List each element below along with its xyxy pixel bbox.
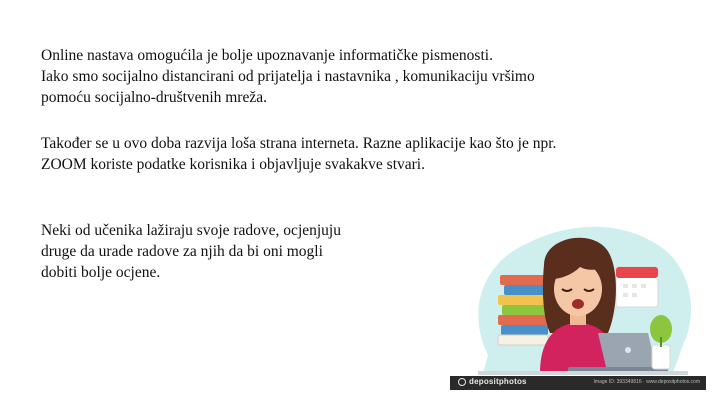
text-line: ZOOM koriste podatke korisnika i objavljuje svakakve stvari. (41, 156, 425, 173)
paragraph-internet-downside (41, 133, 556, 175)
paragraph-cheating-students (41, 220, 341, 283)
text-line: dobiti bolje ocjene. (41, 264, 161, 281)
mouth (572, 299, 584, 309)
text-line: Neki od učenika lažiraju svoje radove, ocjenjuju (41, 222, 341, 239)
text-line: pomoću socijalno-društvenih mreža. (41, 89, 267, 106)
desk (478, 371, 688, 375)
logo-circle-icon (458, 378, 466, 386)
text-line: Iako smo socijalno distancirani od prijatelja i nastavnika , komunikaciju vršimo (41, 68, 535, 85)
watermark-meta: Image ID: 393349816 · www.depositphotos.com (593, 379, 700, 385)
books-stack-icon (498, 275, 548, 345)
text-line: Također se u ovo doba razvija loša strana interneta. Razne aplikacije kao što je npr. (41, 135, 557, 152)
stock-watermark-bar (450, 376, 706, 390)
watermark-brand: depositphotos (469, 377, 527, 386)
paragraph-online-teaching (41, 45, 535, 108)
calendar-icon (616, 267, 658, 307)
text-line: druge da urade radove za njih da bi oni mogli (41, 243, 323, 260)
tired-student-illustration (448, 205, 710, 390)
text-line: Online nastava omogućila je bolje upoznavanje informatičke pismenosti. (41, 47, 493, 64)
depositphotos-logo (458, 377, 527, 386)
